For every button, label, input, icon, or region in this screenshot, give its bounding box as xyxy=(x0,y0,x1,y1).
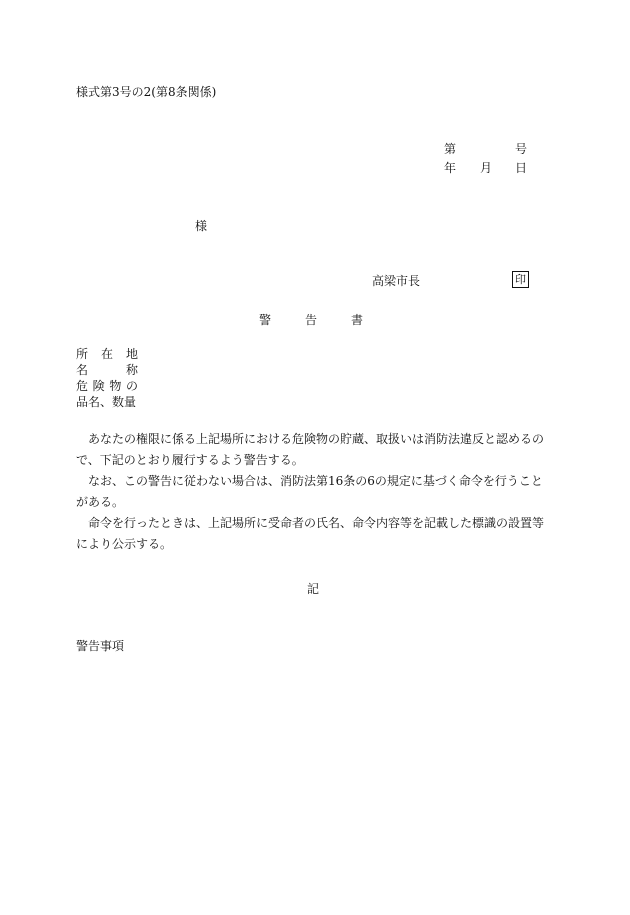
issuer-name: 高梁市長 xyxy=(372,274,421,288)
field-name-label: 名称 xyxy=(76,363,138,377)
ki-heading: 記 xyxy=(307,582,320,596)
form-label: 様式第3号の2(第8条関係) xyxy=(76,85,217,99)
paragraph-order-warning: なお、この警告に従わない場合は、消防法第16条の6の規定に基づく命令を行うことがある。 xyxy=(76,474,543,509)
field-location-label: 所在地 xyxy=(76,347,138,361)
date-month-label: 月 xyxy=(480,161,493,175)
date-day-label: 日 xyxy=(515,161,528,175)
paragraph-violation: あなたの権限に係る上記場所における危険物の貯蔵、取扱いは消防法違反と認めるので、下記のとおり履行するよう警告する。 xyxy=(76,432,545,467)
title-char-2: 告 xyxy=(305,313,318,327)
seal-mark: 印 xyxy=(512,271,529,288)
paragraph-public-notice: 命令を行ったときは、上記場所に受命者の氏名、命令内容等を記載した標識の設置等により公示する。 xyxy=(76,516,545,551)
field-quantity-label: 品名、数量 xyxy=(76,395,137,409)
body-text xyxy=(76,429,554,555)
warning-matters-label: 警告事項 xyxy=(76,639,125,653)
title-char-3: 書 xyxy=(351,313,364,327)
addressee-suffix: 様 xyxy=(195,219,208,233)
field-hazard-label: 危険物の xyxy=(76,379,138,393)
document-number-prefix: 第 xyxy=(444,142,457,156)
date-year-label: 年 xyxy=(444,161,457,175)
document-title xyxy=(259,312,363,328)
document-number-suffix: 号 xyxy=(515,142,528,156)
field-labels xyxy=(76,346,138,410)
title-char-1: 警 xyxy=(259,313,272,327)
